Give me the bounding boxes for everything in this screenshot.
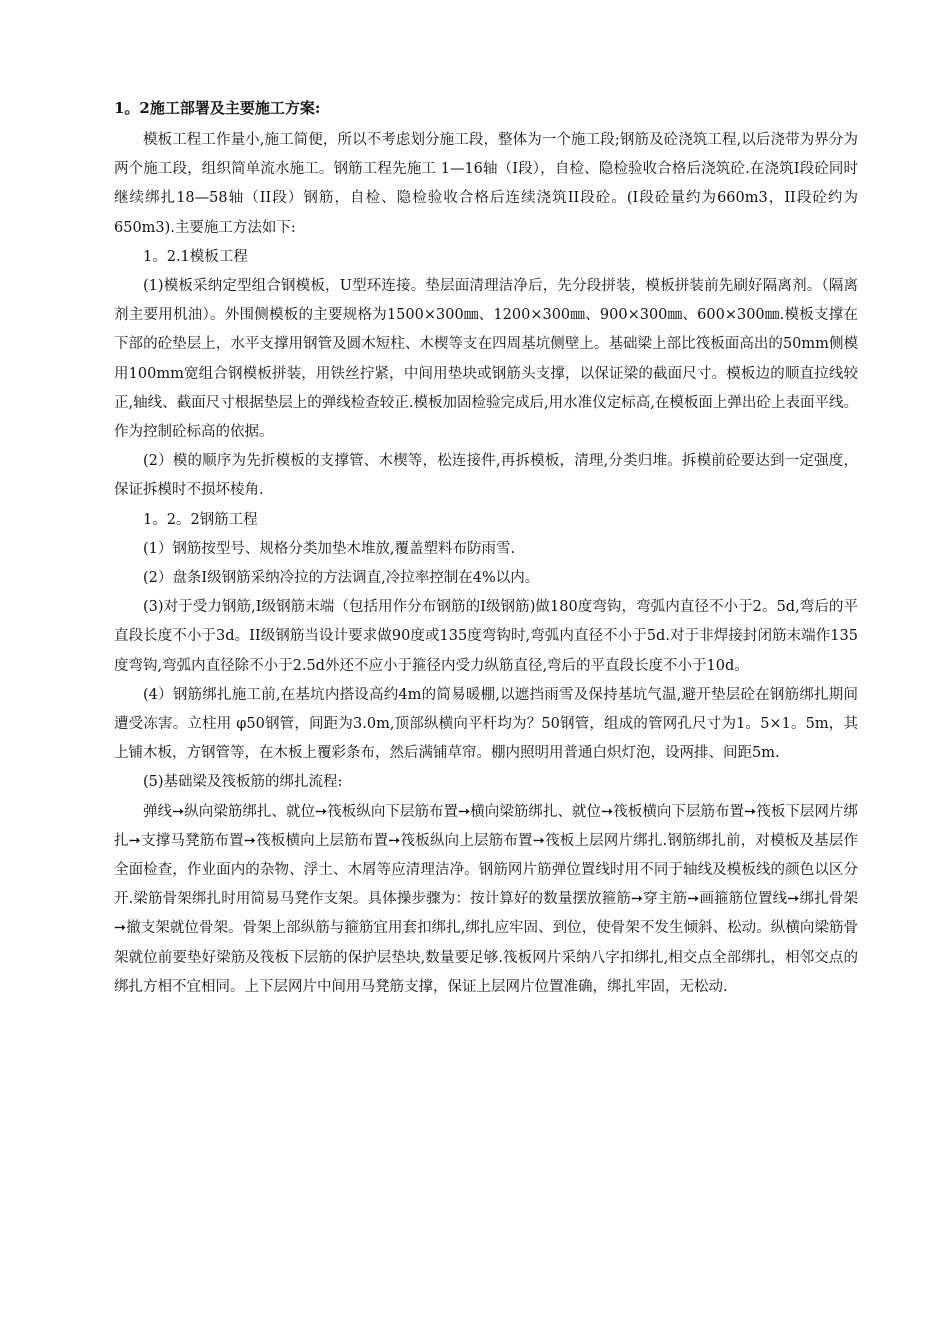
subheading-rebar: 1。2。2钢筋工程 [143, 511, 258, 528]
paragraph-rebar-5: (5)基础梁及筏板筋的绑扎流程: [143, 774, 343, 791]
section-heading: 1。2施工部署及主要施工方案: [114, 99, 321, 117]
subheading-formwork: 1。2.1模板工程 [143, 248, 248, 265]
paragraph-rebar-1: (1）钢筋按型号、规格分类加垫木堆放,覆盖塑料布防雨雪. [143, 540, 516, 557]
paragraph-overview: 模板工程工作量小,施工简便，所以不考虑划分施工段，整体为一个施工段;钢筋及砼浇筑工程,以后浇带为界分为两个施工段，组织简单流水施工。钢筋工程先施工 1—16轴（I段），自检、隐检验收合格后浇筑砼.在浇筑I段砼同时继续绑扎18—58轴（II段）钢筋，自检、隐检验收合格后连续浇筑II段砼。(I段砼量约为660m3，II段砼约为650m3).主要施工方法如下: [114, 132, 858, 236]
paragraph-rebar-flow: 弹线➙纵向梁筋绑扎、就位➙筏板纵向下层筋布置➙横向梁筋绑扎、就位➙筏板横向下层筋布置➙筏板下层网片绑扎➙支撑马凳筋布置➙筏板横向上层筋布置➙筏板纵向上层筋布置➙筏板上层网片绑扎.钢筋绑扎前，对模板及基层作全面检查，作业面内的杂物、浮土、木屑等应清理洁净。钢筋网片筋弹位置线时用不同于轴线及模板线的颜色以区分开.梁筋骨架绑扎时用简易马凳作支架。具体操步骤为：按计算好的数量摆放箍筋➙穿主筋➙画箍筋位置线➙绑扎骨架➙撤支架就位骨架。骨架上部纵筋与箍筋宜用套扣绑扎,绑扎应牢固、到位，使骨架不发生倾斜、松动。纵横向梁筋骨架就位前要垫好梁筋及筏板下层筋的保护层垫块,数量要足够.筏板网片采纳八字扣绑扎,相交点全部绑扎，相邻交点的绑扎方相不宜相同。上下层网片中间用马凳筋支撑，保证上层网片位置准确，绑扎牢固，无松动. [114, 803, 858, 995]
paragraph-formwork-1: (1)模板采纳定型组合钢模板，U型环连接。垫层面清理洁净后，先分段拼装，模板拼装前先刷好隔离剂。（隔离剂主要用机油）。外围侧模板的主要规格为1500×300㎜、1200×300㎜、900×300㎜、600×300㎜.模板支撑在下部的砼垫层上，水平支撑用钢管及圆木短柱、木楔等支在四周基坑侧壁上。基础梁上部比筏板面高出的50mm侧模用100mm宽组合钢模板拼装，用铁丝拧紧，中间用垫块或钢筋头支撑，以保证梁的截面尺寸。模板边的顺直拉线较正,轴线、截面尺寸根据垫层上的弹线检查较正.模板加固检验完成后,用水准仪定标高,在模板面上弹出砼上表面平线。作为控制砼标高的依据。 [114, 278, 858, 441]
paragraph-rebar-2: (2）盘条I级钢筋采纳冷拉的方法调直,冷拉率控制在4%以内。 [143, 570, 540, 587]
paragraph-formwork-2: (2）模的顺序为先折模板的支撑管、木楔等，松连接件,再拆模板，清理,分类归堆。拆模前砼要达到一定强度，保证拆模时不损坏棱角. [114, 453, 858, 499]
document-body [114, 126, 858, 1002]
paragraph-rebar-4: (4）钢筋绑扎施工前,在基坑内搭设高约4m的简易暖棚,以遮挡雨雪及保持基坑气温,避开垫层砼在钢筋绑扎期间遭受冻害。立柱用 φ50钢管，间距为3.0m,顶部纵横向平杆均为？50钢管，组成的管网孔尺寸为1。5×1。5m，其上铺木板，方钢管等，在木板上覆彩条布，然后满铺草帘。棚内照明用普通白炽灯泡，设两排、间距5m. [114, 686, 858, 762]
paragraph-rebar-3: (3)对于受力钢筋,I级钢筋末端（包括用作分布钢筋的I级钢筋)做180度弯钩，弯弧内直径不小于2。5d,弯后的平直段长度不小于3d。II级钢筋当设计要求做90度或135度弯钩时,弯弧内直径不小于5d.对于非焊接封闭筋末端作135度弯钩,弯弧内直径除不小于2.5d外还不应小于箍径内受力纵筋直径,弯后的平直段长度不小于10d。 [114, 599, 858, 674]
